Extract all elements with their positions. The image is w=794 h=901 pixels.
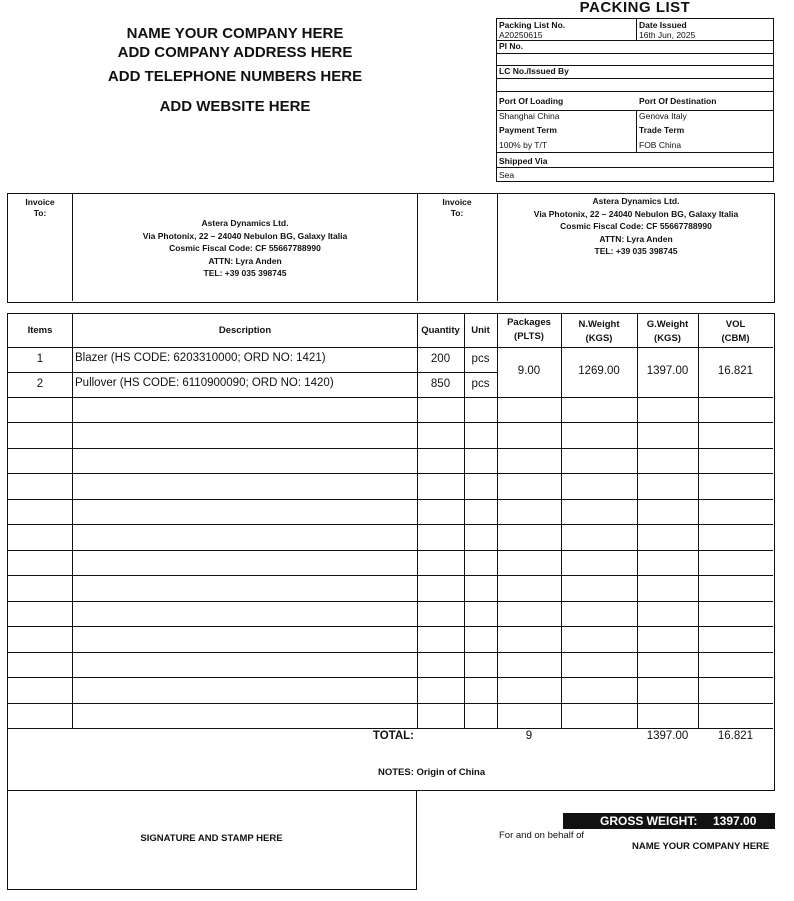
trade-term-label: Trade Term (639, 125, 685, 135)
pi-no-label: PI No. (499, 41, 524, 51)
date-issued-label: Date Issued (639, 20, 687, 30)
packing-info-box (496, 18, 774, 182)
invoice-to-label-left: Invoice To: (25, 197, 55, 218)
header-nweight: N.Weight (KGS) (578, 319, 620, 344)
gross-weight-value: 1397.00 (713, 814, 757, 828)
port-loading-label: Port Of Loading (499, 96, 564, 106)
port-loading-value: Shanghai China (499, 111, 560, 121)
header-packages: Packages (PLTS) (507, 317, 551, 342)
total-packages: 9 (525, 730, 533, 742)
items-table (7, 313, 775, 791)
company-address: ADD COMPANY ADDRESS HERE (117, 44, 353, 61)
header-unit: Unit (471, 325, 490, 336)
invoice-to-label-right: Invoice To: (442, 197, 472, 218)
shipped-via-label: Shipped Via (499, 156, 548, 166)
merged-gweight: 1397.00 (646, 365, 689, 377)
company-name: NAME YOUR COMPANY HERE (126, 25, 344, 42)
header-description: Description (218, 325, 272, 336)
port-destination-label: Port Of Destination (639, 96, 717, 106)
signature-label: SIGNATURE AND STAMP HERE (140, 833, 283, 844)
behalf-text: For and on behalf of (499, 830, 585, 841)
header-vol: VOL (CBM) (721, 319, 750, 344)
row-2-unit: pcs (471, 378, 490, 390)
signature-box (7, 790, 417, 890)
shipped-via-value: Sea (499, 170, 515, 180)
document-title: PACKING LIST (579, 0, 691, 16)
row-1-item: 1 (36, 353, 44, 365)
trade-term-value: FOB China (639, 140, 682, 150)
row-2-quantity: 850 (430, 378, 451, 390)
row-2-item: 2 (36, 378, 44, 390)
company-website: ADD WEBSITE HERE (159, 98, 311, 115)
invoice-to-box (7, 193, 775, 303)
merged-vol: 16.821 (717, 365, 754, 377)
payment-term-label: Payment Term (499, 125, 557, 135)
notes: NOTES: Origin of China (378, 767, 486, 778)
date-issued-value: 16th Jun, 2025 (639, 30, 696, 40)
row-1-unit: pcs (471, 353, 490, 365)
invoice-to-address-left: Astera Dynamics Ltd. Via Photonix, 22 – 24040 Nebulon BG, Galaxy Italia Cosmic Fiscal Code: CF 55667788990 ATTN: Lyra Anden TEL: +39 035 398745 (142, 218, 348, 278)
invoice-to-address-right: Astera Dynamics Ltd. Via Photonix, 22 – 24040 Nebulon BG, Galaxy Italia Cosmic Fiscal Code: CF 55667788990 ATTN: Lyra Anden TEL: +39 035 398745 (533, 196, 739, 256)
total-label: TOTAL: (372, 730, 414, 742)
merged-nweight: 1269.00 (578, 365, 620, 377)
gross-weight-label: GROSS WEIGHT: (600, 814, 698, 828)
gross-weight-bar (563, 813, 775, 829)
row-1-quantity: 200 (430, 353, 451, 365)
payment-term-value: 100% by T/T (499, 140, 548, 150)
row-1-description: Blazer (HS CODE: 6203310000; ORD NO: 1421) (75, 352, 326, 364)
company-telephone: ADD TELEPHONE NUMBERS HERE (107, 68, 363, 85)
merged-packages: 9.00 (517, 365, 541, 377)
header-items: Items (27, 325, 53, 336)
total-vol: 16.821 (717, 730, 754, 742)
row-2-description: Pullover (HS CODE: 6110900090; ORD NO: 1420) (75, 377, 334, 389)
header-quantity: Quantity (421, 325, 460, 336)
lc-no-label: LC No./Issued By (499, 66, 569, 76)
header-gweight: G.Weight (KGS) (646, 319, 689, 344)
packing-list-no-value: A20250615 (499, 30, 543, 40)
total-gweight: 1397.00 (646, 730, 689, 742)
packing-list-no-label: Packing List No. (499, 20, 566, 30)
behalf-company: NAME YOUR COMPANY HERE (632, 841, 770, 852)
port-destination-value: Genova Italy (639, 111, 687, 121)
